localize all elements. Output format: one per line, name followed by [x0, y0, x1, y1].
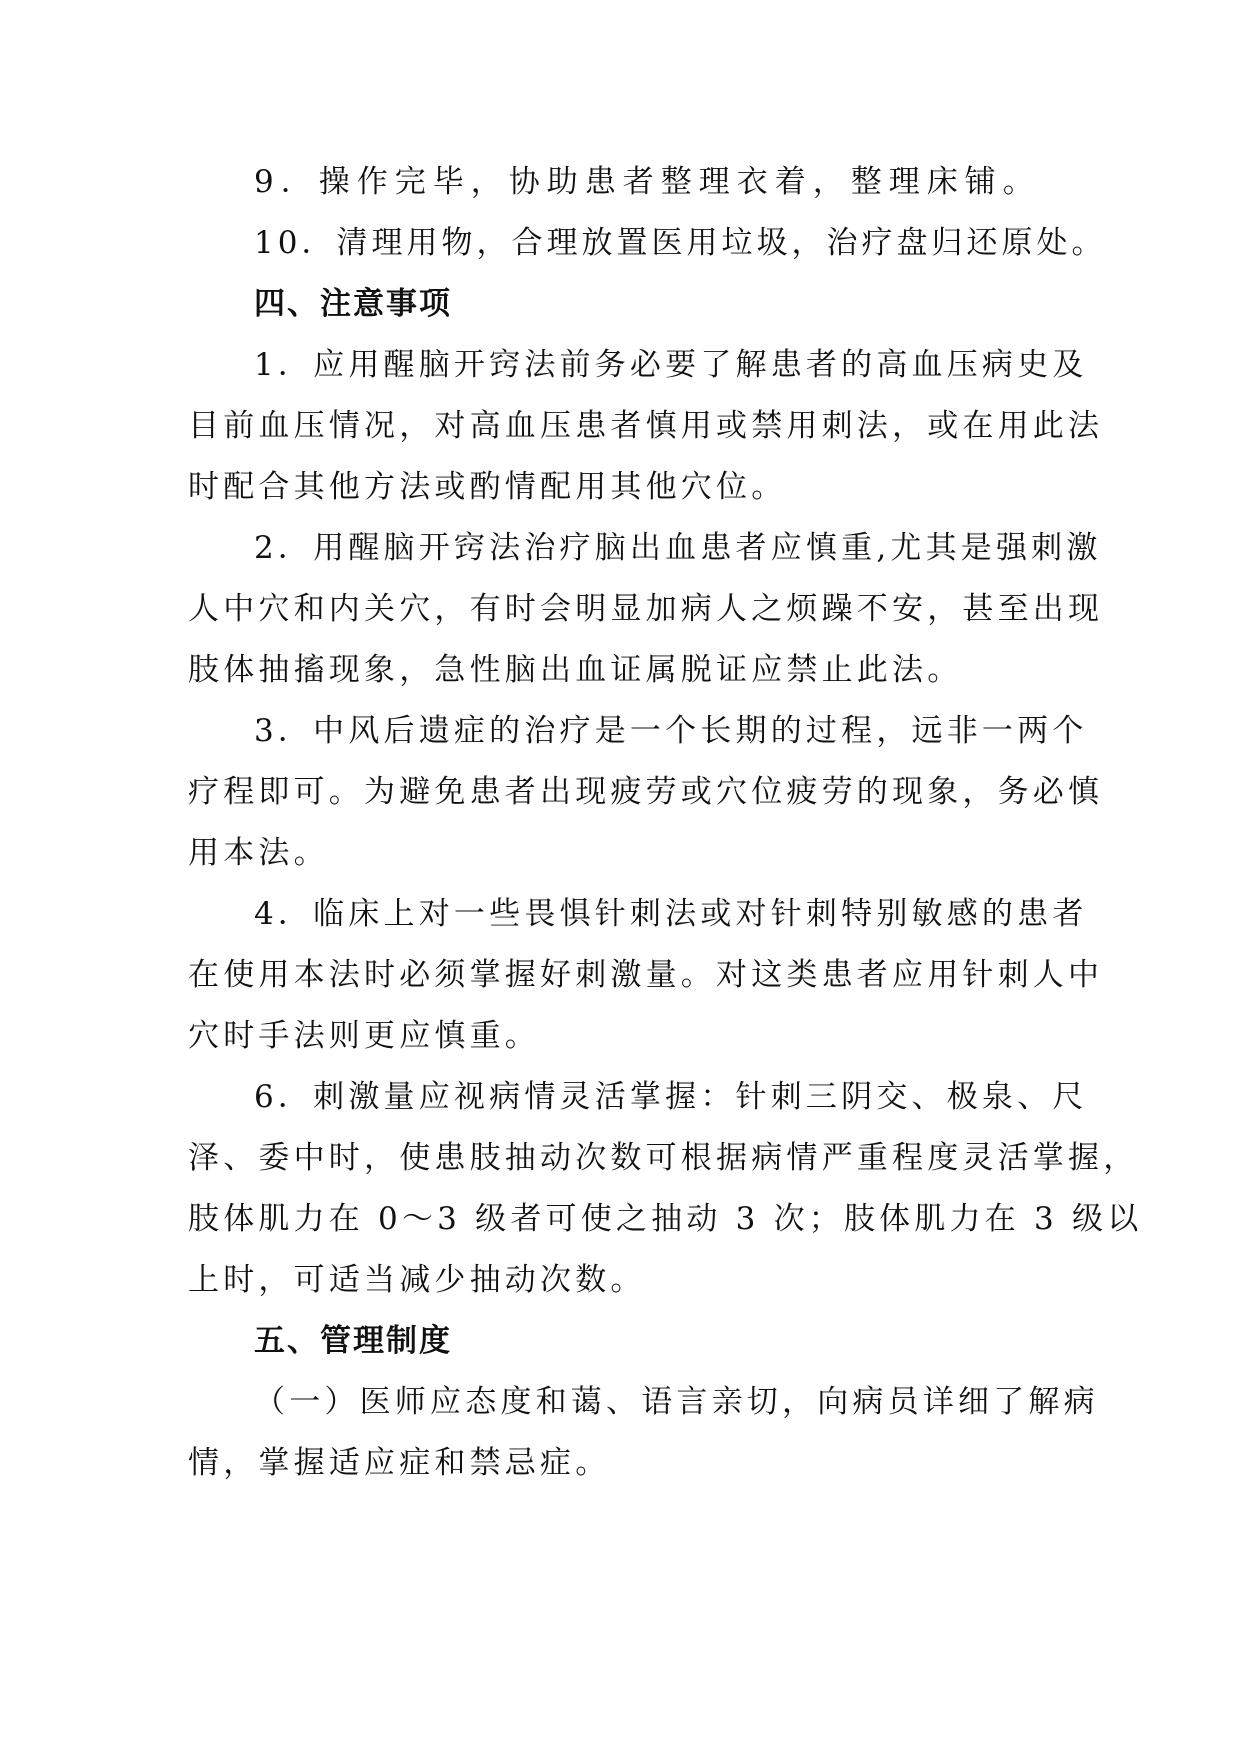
precaution-6-line-3: 肢体肌力在 0～3 级者可使之抽动 3 次；肢体肌力在 3 级以	[188, 1201, 1143, 1237]
management-1-line-2: 情，掌握适应症和禁忌症。	[188, 1445, 611, 1481]
precaution-3-line-3: 用本法。	[188, 835, 329, 871]
precaution-2-line-2: 人中穴和内关穴，有时会明显加病人之烦躁不安，甚至出现	[188, 591, 1104, 627]
step-9-text: 9．操作完毕，协助患者整理衣着，整理床铺。	[254, 164, 1041, 200]
precaution-4-line-3: 穴时手法则更应慎重。	[188, 1018, 540, 1054]
precaution-6-line-2: 泽、委中时，使患肢抽动次数可根据病情严重程度灵活掌握，	[188, 1140, 1139, 1176]
precaution-2-line-1: 2．用醒脑开窍法治疗脑出血患者应慎重,尤其是强刺激	[254, 530, 1102, 566]
document-body	[188, 152, 1143, 1494]
precaution-3-line-2: 疗程即可。为避免患者出现疲劳或穴位疲劳的现象，务必慎	[188, 774, 1104, 810]
precaution-6-line-4: 上时，可适当减少抽动次数。	[188, 1262, 646, 1298]
step-10-text: 10．清理用物，合理放置医用垃圾，治疗盘归还原处。	[254, 225, 1107, 261]
precaution-6-line-1: 6．刺激量应视病情灵活掌握：针刺三阴交、极泉、尺	[254, 1079, 1088, 1115]
precaution-1-line-3: 时配合其他方法或酌情配用其他穴位。	[188, 469, 787, 505]
precaution-4-line-2: 在使用本法时必须掌握好刺激量。对这类患者应用针刺人中	[188, 957, 1104, 993]
section-heading-management: 五、管理制度	[254, 1323, 452, 1359]
precaution-1-line-1: 1．应用醒脑开窍法前务必要了解患者的高血压病史及	[254, 347, 1088, 383]
precaution-2-line-3: 肢体抽搐现象，急性脑出血证属脱证应禁止此法。	[188, 652, 963, 688]
section-heading-precautions: 四、注意事项	[254, 286, 452, 322]
precaution-1-line-2: 目前血压情况，对高血压患者慎用或禁用刺法，或在用此法	[188, 408, 1104, 444]
management-1-line-1: （一）医师应态度和蔼、语言亲切，向病员详细了解病	[254, 1384, 1099, 1420]
precaution-4-line-1: 4．临床上对一些畏惧针刺法或对针刺特别敏感的患者	[254, 896, 1088, 932]
precaution-3-line-1: 3．中风后遗症的治疗是一个长期的过程，远非一两个	[254, 713, 1088, 749]
